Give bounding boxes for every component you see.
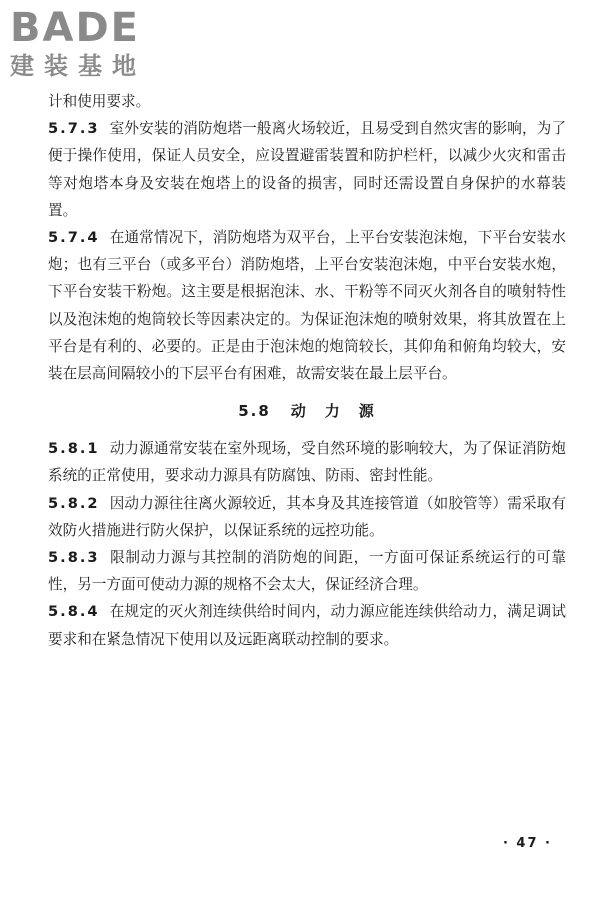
- clause-number: 5.8.2: [48, 494, 100, 512]
- clause-text: 因动力源往往离火源较近，其本身及其连接管道（如胶管等）需采取有效防火措施进行防火保护，以保证系统的远控功能。: [48, 494, 566, 539]
- paragraph-text: 计和使用要求。: [48, 93, 151, 110]
- section-number: 5.8: [238, 402, 271, 421]
- clause-text: 在通常情况下，消防炮塔为双平台，上平台安装泡沫炮，下平台安装水炮；也有三平台（或多平台）消防炮塔，上平台安装泡沫炮，中平台安装水炮，下平台安装干粉炮。这主要是根据泡沫、水、干粉等不同灭火剂各自的喷射特性以及泡沫炮的炮筒较长等因素决定的。为保证泡沫炮的喷射效果，将其放置在上平台是有利的、必要的。正是由于泡沫炮的炮筒较长，其仰角和俯角均较大，安装在层高间隔较小的下层平台有困难，故需安装在最上层平台。: [48, 229, 566, 383]
- logo-subtitle: 建装基地: [10, 52, 146, 80]
- paragraph-continuation: [48, 88, 566, 115]
- logo-wordmark: BADE: [10, 5, 140, 51]
- clause-5-8-3: [48, 544, 566, 598]
- clause-number: 5.7.4: [48, 229, 100, 247]
- clause-5-7-3: [48, 115, 566, 224]
- clause-number: 5.7.3: [48, 120, 100, 138]
- clause-number: 5.8.1: [48, 440, 100, 458]
- clause-5-7-4: [48, 224, 566, 387]
- clause-text: 限制动力源与其控制的消防炮的间距，一方面可保证系统运行的可靠性，另一方面可使动力源的规格不会太大，保证经济合理。: [48, 549, 566, 594]
- clause-number: 5.8.3: [48, 549, 100, 567]
- document-body: [48, 88, 566, 653]
- section-title: 动 力 源: [290, 402, 376, 421]
- bade-logo: [10, 4, 180, 82]
- clause-5-8-1: [48, 435, 566, 489]
- page-number: · 47 ·: [502, 836, 552, 851]
- clause-5-8-4: [48, 598, 566, 652]
- section-heading: [48, 397, 566, 425]
- clause-5-8-2: [48, 490, 566, 544]
- clause-text: 在规定的灭火剂连续供给时间内，动力源应能连续供给动力，满足调试要求和在紧急情况下使用以及远距离联动控制的要求。: [48, 603, 566, 648]
- clause-text: 室外安装的消防炮塔一般离火场较近，且易受到自然灾害的影响，为了便于操作使用，保证人员安全，应设置避雷装置和防护栏杆，以减少火灾和雷击等对炮塔本身及安装在炮塔上的设备的损害，同时还需设置自身保护的水幕装置。: [48, 120, 566, 219]
- clause-number: 5.8.4: [48, 603, 100, 621]
- clause-text: 动力源通常安装在室外现场，受自然环境的影响较大，为了保证消防炮系统的正常使用，要求动力源具有防腐蚀、防雨、密封性能。: [48, 440, 566, 485]
